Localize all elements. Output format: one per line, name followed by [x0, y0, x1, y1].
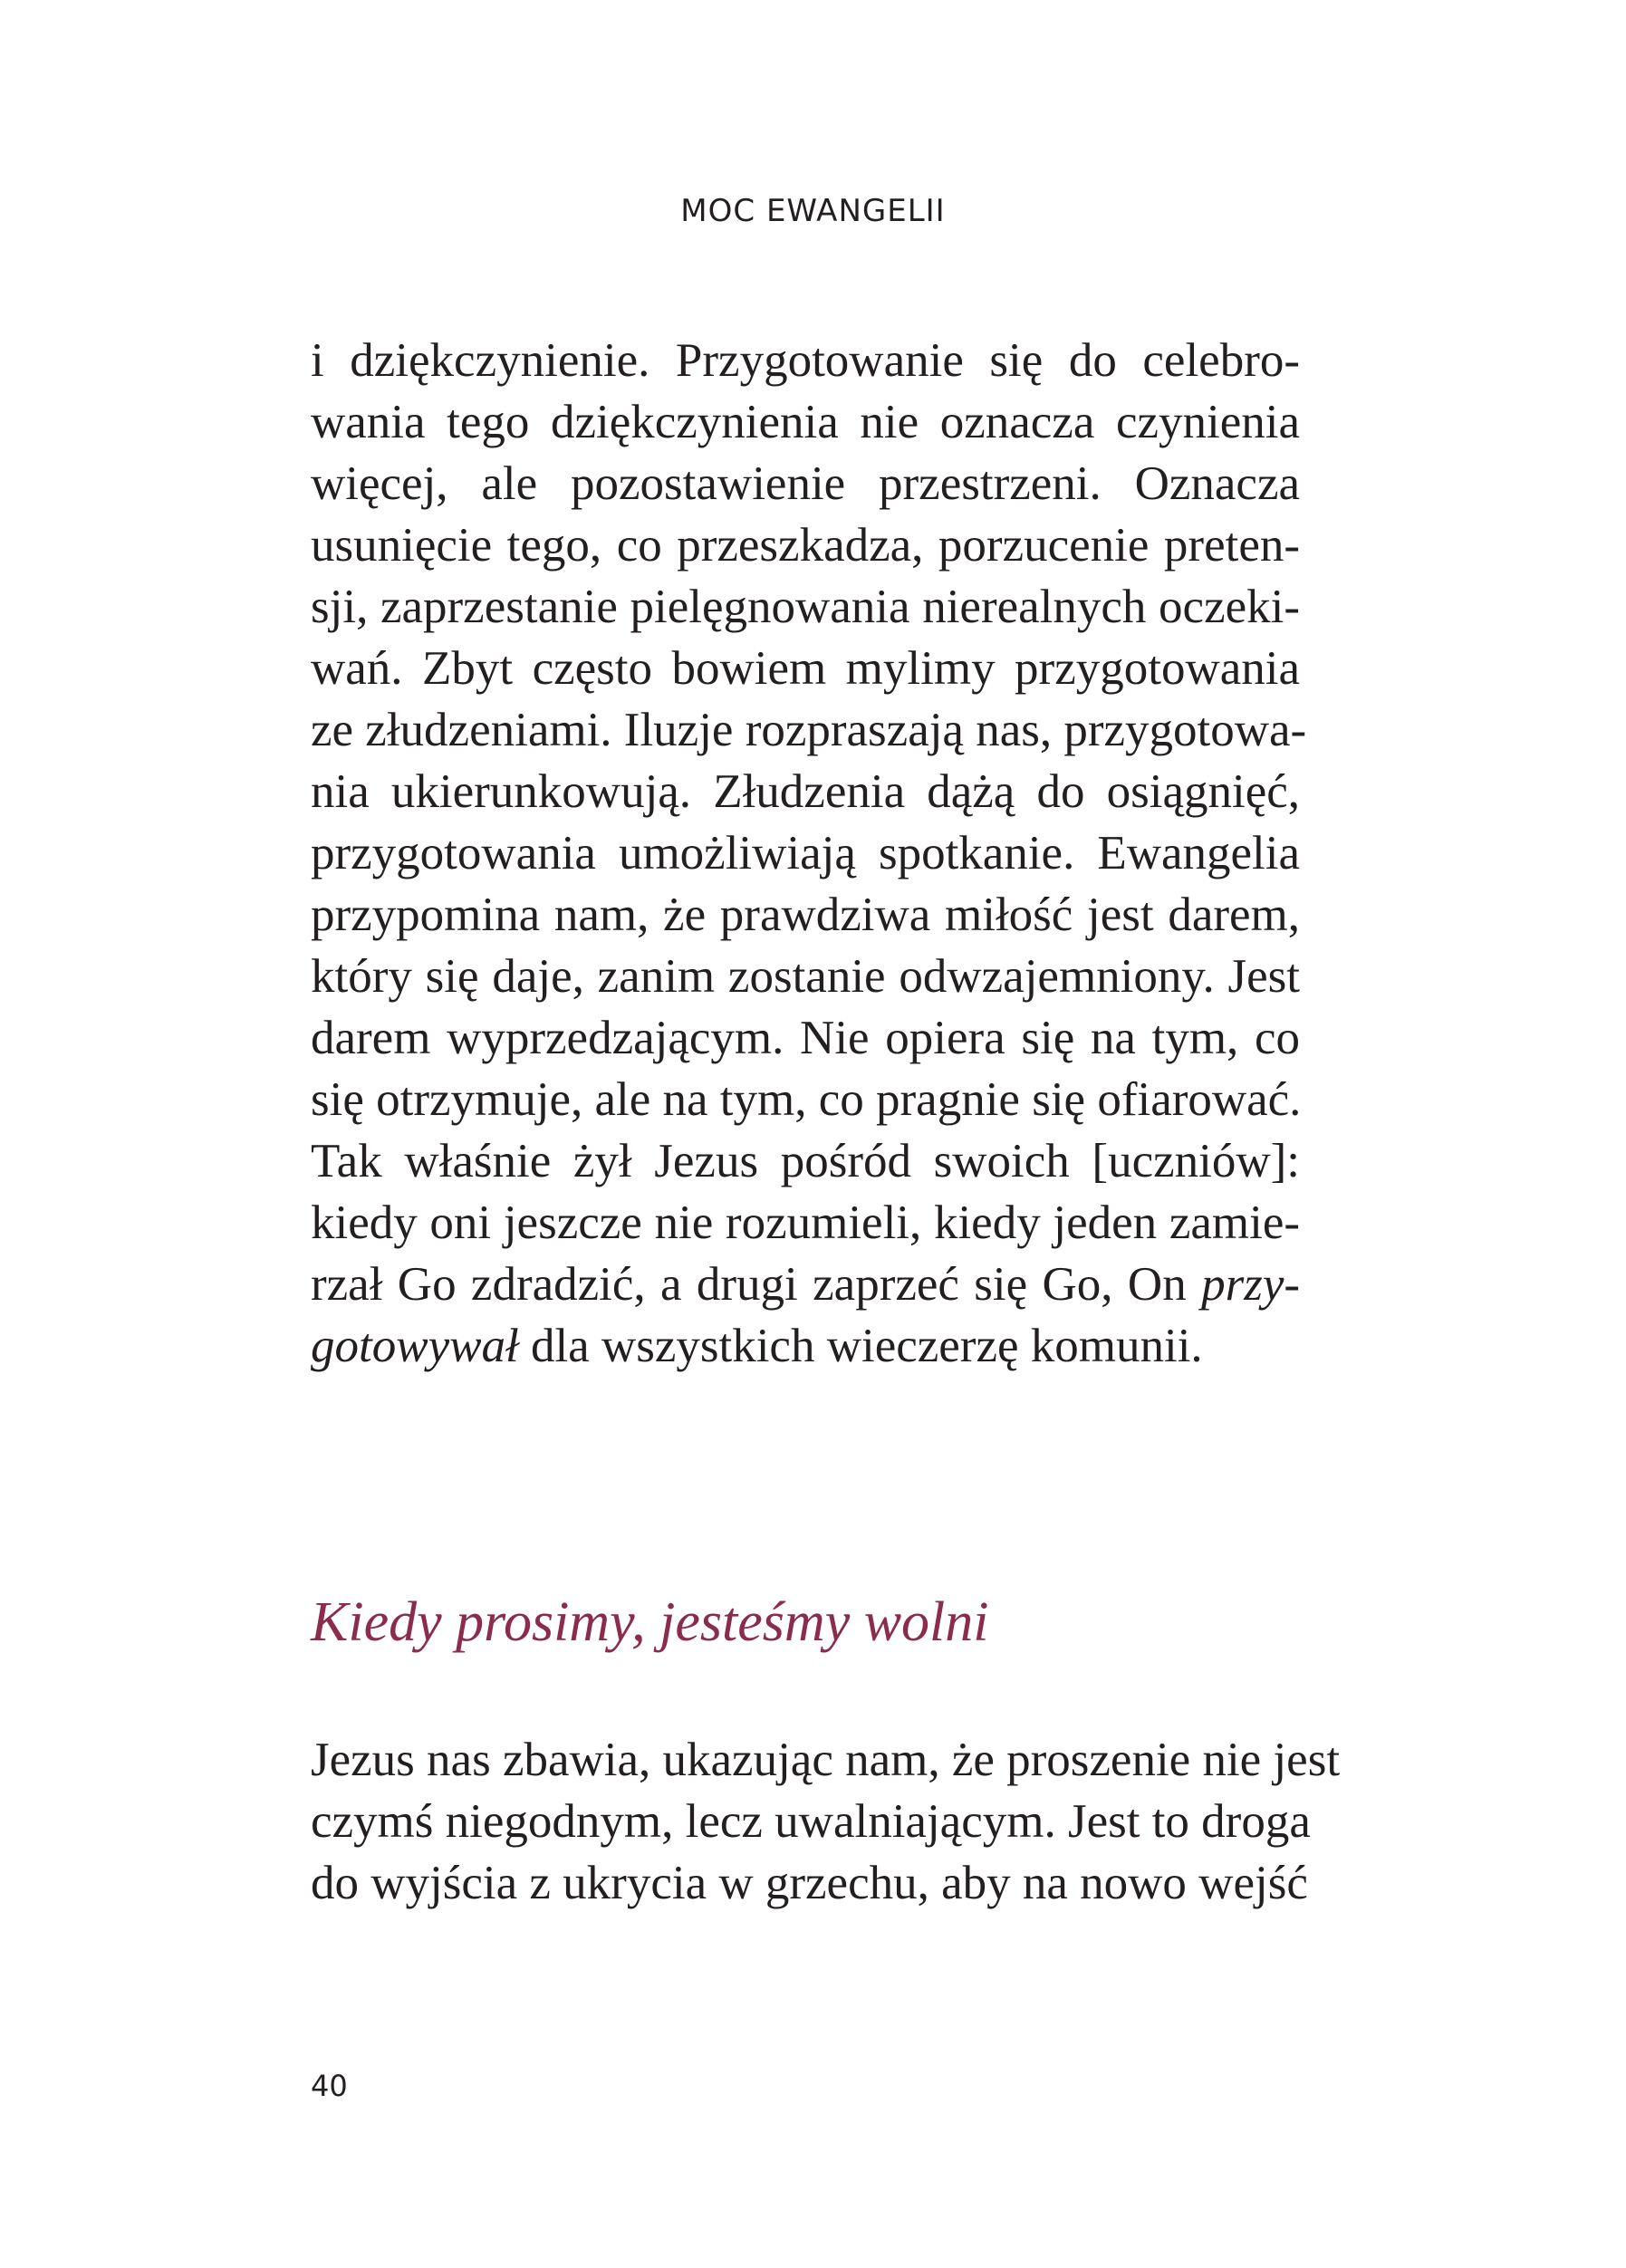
text-line: darem wyprzedzającym. Nie opiera się na tym, co — [311, 1012, 1300, 1064]
text-line: więcej, ale pozostawienie przestrzeni. Oznacza — [311, 457, 1300, 510]
text-line: przygotowania umożliwiają spotkanie. Ewangelia — [311, 827, 1300, 879]
text-line: kiedy oni jeszcze nie rozumieli, kiedy jeden zamie- — [311, 1196, 1300, 1249]
text-line: który się daje, zanim zostanie odwzajemniony. Jest — [311, 950, 1300, 1003]
text-line: i dziękczynienie. Przygotowanie się do celebro- — [311, 334, 1300, 387]
text-line: sji, zaprzestanie pielęgnowania nierealnych oczeki- — [311, 581, 1300, 633]
text-line — [311, 1318, 1300, 1374]
text-line: wań. Zbyt często bowiem mylimy przygotowania — [311, 642, 1300, 695]
text-line: nia ukierunkowują. Złudzenia dążą do osiągnięć, — [311, 765, 1300, 818]
italic-segment: gotowywał — [311, 1320, 519, 1372]
text-line: Jezus nas zbawia, ukazując nam, że proszenie nie jest — [311, 1734, 1341, 1786]
page-number: 40 — [311, 2069, 348, 2103]
text-line: przypomina nam, że prawdziwa miłość jest darem, — [311, 889, 1300, 941]
text-line: ze złudzeniami. Iluzje rozpraszają nas, przygotowa- — [311, 704, 1307, 756]
text-line: czymś niegodnym, lecz uwalniającym. Jest to droga — [311, 1795, 1311, 1848]
text-line: do wyjścia z ukrycia w grzechu, aby na nowo wejść — [311, 1857, 1308, 1909]
text-segment: dla wszystkich wieczerzę komunii. — [518, 1320, 1203, 1372]
text-line: usunięcie tego, co przeszkadza, porzucenie preten- — [311, 519, 1300, 572]
text-line: Tak właśnie żył Jezus pośród swoich [uczniów]: — [311, 1135, 1300, 1187]
text-segment: rzał Go zdradzić, a drugi zaprzeć się Go, On — [311, 1258, 1202, 1311]
section-heading: Kiedy prosimy, jesteśmy wolni — [311, 1591, 989, 1653]
text-line: wania tego dziękczynienia nie oznacza czynienia — [311, 396, 1300, 448]
running-head: MOC EWANGELII — [680, 193, 946, 229]
text-line: się otrzymuje, ale na tym, co pragnie się ofiarować. — [311, 1073, 1302, 1126]
text-line — [311, 1256, 1300, 1312]
italic-segment: przy- — [1201, 1258, 1300, 1311]
